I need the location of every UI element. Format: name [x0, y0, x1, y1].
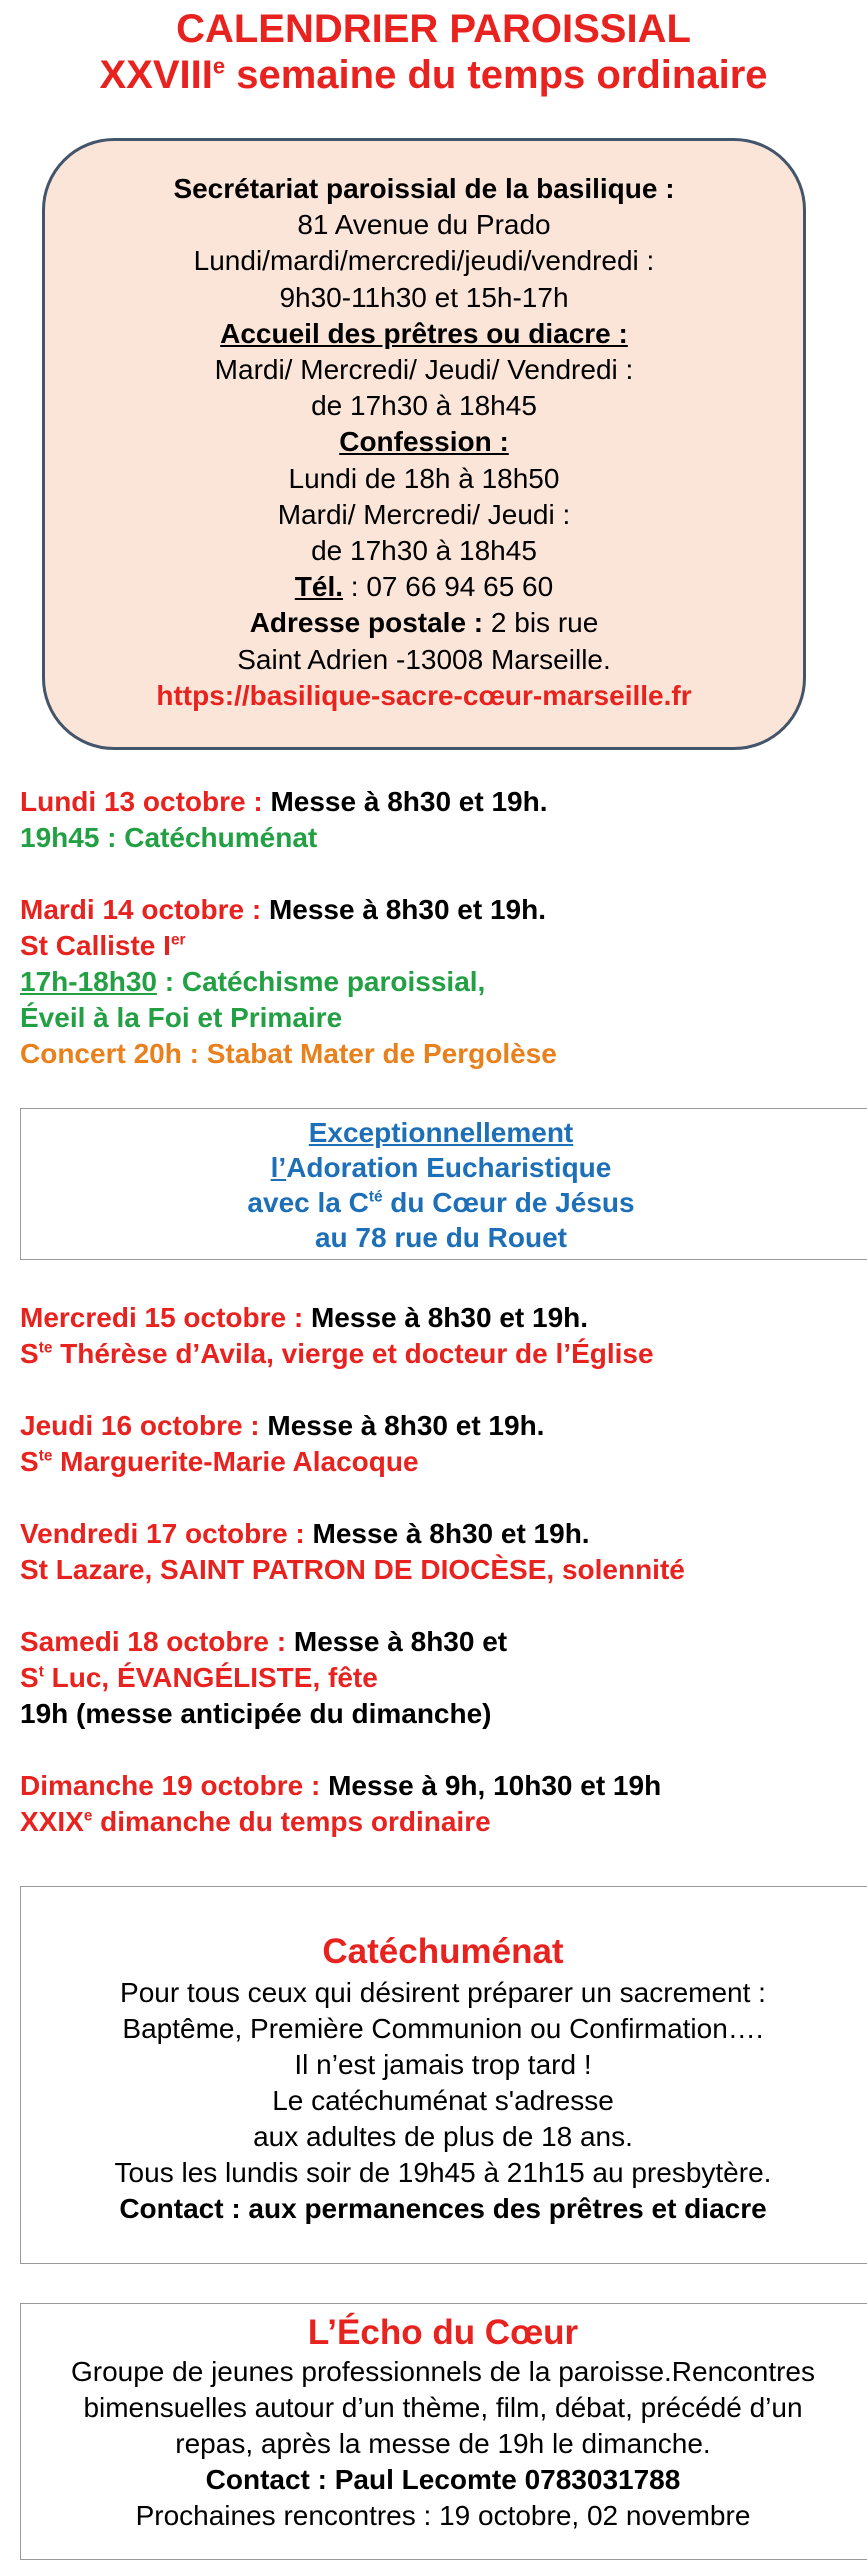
day-thursday: [20, 1408, 544, 1480]
confession-monday: Lundi de 18h à 18h50: [288, 462, 560, 494]
accueil-days: Mardi/ Mercredi/ Jeudi/ Vendredi :: [214, 354, 634, 386]
catechisme-time: 17h-18h30: [20, 966, 157, 997]
echo-du-coeur-box: [20, 2303, 867, 2560]
echo-line-3: repas, après la messe de 19h le dimanche.: [175, 2428, 711, 2459]
catechumenat-contact: Contact : aux permanences des prêtres et diacre: [119, 2193, 767, 2224]
confession-hours: de 17h30 à 18h45: [311, 535, 537, 567]
postal-label: Adresse postale :: [249, 607, 484, 639]
postal-value: 2 bis rue: [483, 607, 599, 639]
tuesday-mass: Messe à 8h30 et 19h.: [261, 894, 546, 925]
thursday-saint: $S^{te}$ Marguerite-Marie Alacoque: [20, 1446, 419, 1477]
adoration-box: [20, 1108, 867, 1260]
saturday-saint: $S^t$ Luc, ÉVANGÉLISTE, fête: [20, 1662, 378, 1693]
accueil-hours: de 17h30 à 18h45: [311, 390, 537, 422]
day-sunday: [20, 1768, 661, 1840]
catechumenat-line-2: Baptême, Première Communion ou Confirmation….: [122, 2013, 764, 2044]
tuesday-catechisme: 17h-18h30 : Catéchisme paroissial,: [20, 966, 486, 997]
website-link[interactable]: https://basilique-sacre-cœur-marseille.fr: [156, 679, 692, 711]
confession-label: Confession :: [339, 426, 509, 458]
page-title: [0, 6, 867, 98]
title-line-1: CALENDRIER PAROISSIAL: [176, 7, 691, 51]
saturday-mass: Messe à 8h30 et: [286, 1626, 508, 1657]
thursday-mass: Messe à 8h30 et 19h.: [259, 1410, 545, 1441]
catechumenat-line-5: aux adultes de plus de 18 ans.: [253, 2121, 633, 2152]
adoration-line-2: l’Adoration Eucharistique: [270, 1152, 612, 1183]
monday-note: 19h45 : Catéchuménat: [20, 822, 318, 853]
friday-saint: St Lazare, SAINT PATRON DE DIOCÈSE, solennité: [20, 1554, 685, 1585]
echo-line-1: Groupe de jeunes professionnels de la paroisse.Rencontres: [70, 2356, 815, 2387]
tuesday-date: Mardi 14 octobre :: [20, 894, 262, 925]
tuesday-concert: Concert 20h : Stabat Mater de Pergolèse: [20, 1038, 557, 1069]
catechumenat-line-1: Pour tous ceux qui désirent préparer un sacrement :: [120, 1977, 766, 2008]
monday-date: Lundi 13 octobre :: [20, 786, 263, 817]
echo-line-2: bimensuelles autour d’un thème, film, débat, précédé d’un: [83, 2392, 803, 2423]
tel-value: : 07 66 94 65 60: [343, 571, 554, 603]
adoration-line-1: Exceptionnellement: [308, 1117, 574, 1148]
monday-mass: Messe à 8h30 et 19h.: [262, 786, 548, 817]
postal-address: [45, 605, 803, 641]
day-tuesday: [20, 892, 557, 1072]
catechumenat-line-4: Le catéchuménat s'adresse: [272, 2085, 614, 2116]
sunday-title: XXIXe dimanche du temps ordinaire: [20, 1806, 491, 1837]
adoration-line-3: avec la $C^{té}$ du Cœur de Jésus: [247, 1187, 635, 1218]
echo-contact: Contact : Paul Lecomte 0783031788: [205, 2464, 681, 2495]
saturday-date: Samedi 18 octobre :: [20, 1626, 287, 1657]
wednesday-saint: $S^{te}$ Thérèse d’Avila, vierge et docteur de l’Église: [20, 1338, 654, 1369]
wednesday-mass: Messe à 8h30 et 19h.: [303, 1302, 589, 1333]
friday-date: Vendredi 17 octobre :: [20, 1518, 305, 1549]
catechumenat-box: [20, 1886, 867, 2264]
confession-days: Mardi/ Mercredi/ Jeudi :: [277, 498, 571, 530]
day-wednesday: [20, 1300, 654, 1372]
secretariat-days: Lundi/mardi/mercredi/jeudi/vendredi :: [193, 245, 655, 277]
adoration-line-4: au 78 rue du Rouet: [314, 1222, 568, 1253]
catechumenat-line-3: Il n’est jamais trop tard !: [294, 2049, 592, 2080]
sunday-date: Dimanche 19 octobre :: [20, 1770, 321, 1801]
echo-heading: L’Écho du Cœur: [307, 2313, 579, 2352]
catechumenat-heading: Catéchuménat: [322, 1932, 564, 1971]
day-saturday: [20, 1624, 507, 1732]
tel-label: Tél.: [294, 571, 344, 603]
day-friday: [20, 1516, 685, 1588]
telephone: [45, 569, 803, 605]
echo-next-meetings: Prochaines rencontres : 19 octobre, 02 novembre: [135, 2500, 751, 2531]
parish-info-box: [42, 138, 806, 750]
title-line-2: XXVIIIe semaine du temps ordinaire: [99, 53, 768, 97]
thursday-date: Jeudi 16 octobre :: [20, 1410, 260, 1441]
saturday-anticipated: 19h (messe anticipée du dimanche): [20, 1698, 492, 1729]
postal-city: Saint Adrien -13008 Marseille.: [237, 643, 611, 675]
catechumenat-line-6: Tous les lundis soir de 19h45 à 21h15 au presbytère.: [114, 2157, 772, 2188]
tuesday-eveil: Éveil à la Foi et Primaire: [20, 1002, 343, 1033]
wednesday-date: Mercredi 15 octobre :: [20, 1302, 304, 1333]
tuesday-saint: St Calliste Ier: [20, 930, 186, 961]
sunday-mass: Messe à 9h, 10h30 et 19h: [320, 1770, 662, 1801]
secretariat-label: Secrétariat paroissial de la basilique :: [173, 173, 675, 204]
friday-mass: Messe à 8h30 et 19h.: [304, 1518, 590, 1549]
accueil-label: Accueil des prêtres ou diacre :: [220, 317, 628, 349]
day-monday: [20, 784, 548, 856]
secretariat-hours: 9h30-11h30 et 15h-17h: [279, 281, 569, 313]
secretariat-address: 81 Avenue du Prado: [297, 209, 551, 241]
